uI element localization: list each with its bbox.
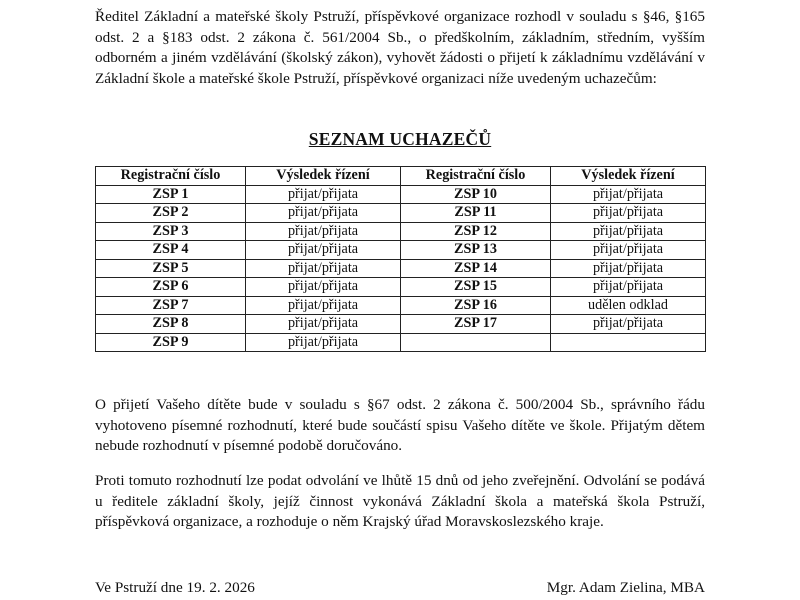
result: přijat/přijata: [246, 315, 401, 334]
table-row: [96, 259, 706, 278]
intro-paragraph: Ředitel Základní a mateřské školy Pstruží, příspěvkové organizace rozhodl v souladu s §46, §165 odst. 2 a §183 odst. 2 zákona č. 561/2004 Sb., o předškolním, základním, středním, vyšším odborném a jiném vzdělávání (školský zákon), vyhovět žádosti o přijetí k základnímu vzdělávání v Základní škole a mateřské škole Pstruží, příspěvkové organizaci níže uvedeným uchazečům:: [95, 8, 705, 87]
result: přijat/přijata: [551, 241, 706, 260]
registration-number: ZSP 13: [401, 241, 551, 260]
result: udělen odklad: [551, 296, 706, 315]
registration-number: ZSP 9: [96, 333, 246, 352]
result: přijat/přijata: [551, 222, 706, 241]
result: přijat/přijata: [551, 278, 706, 297]
registration-number: ZSP 14: [401, 259, 551, 278]
registration-number: ZSP 2: [96, 204, 246, 223]
table-header-row: [96, 167, 706, 186]
signature-name: Mgr. Adam Zielina, MBA: [546, 579, 705, 596]
table-row: [96, 241, 706, 260]
table-row: [96, 315, 706, 334]
registration-number: ZSP 5: [96, 259, 246, 278]
registration-number: ZSP 6: [96, 278, 246, 297]
result: přijat/přijata: [246, 278, 401, 297]
registration-number: ZSP 16: [401, 296, 551, 315]
result: přijat/přijata: [246, 204, 401, 223]
result: přijat/přijata: [246, 333, 401, 352]
registration-number: ZSP 11: [401, 204, 551, 223]
result: přijat/přijata: [551, 259, 706, 278]
appeal-paragraph: Proti tomuto rozhodnutí lze podat odvolání ve lhůtě 15 dnů od jeho zveřejnění. Odvolání se podává u ředitele základní školy, jejíž činnost vykonává Základní škola a mateřská škola Pstruží, příspěvková organizace, a rozhoduje o něm Krajský úřad Moravskoslezského kraje.: [95, 472, 705, 530]
table-row: [96, 333, 706, 352]
registration-number: ZSP 4: [96, 241, 246, 260]
registration-number: ZSP 3: [96, 222, 246, 241]
registration-number: ZSP 15: [401, 278, 551, 297]
result: přijat/přijata: [551, 185, 706, 204]
header-result: Výsledek řízení: [246, 167, 401, 186]
header-result: Výsledek řízení: [551, 167, 706, 186]
result: přijat/přijata: [551, 204, 706, 223]
table-row: [96, 204, 706, 223]
registration-number: ZSP 10: [401, 185, 551, 204]
header-registration-number: Registrační číslo: [96, 167, 246, 186]
result: přijat/přijata: [246, 259, 401, 278]
registration-number: ZSP 1: [96, 185, 246, 204]
registration-number: ZSP 8: [96, 315, 246, 334]
adoption-paragraph: O přijetí Vašeho dítěte bude v souladu s §67 odst. 2 zákona č. 500/2004 Sb., správního řádu vyhotoveno písemné rozhodnutí, které bude součástí spisu Vašeho dítěte ve škole. Přijatým dětem nebude rozhodnutí v písemné podobě doručováno.: [95, 396, 705, 454]
table-row: [96, 296, 706, 315]
list-title: SEZNAM UCHAZEČŮ: [308, 129, 492, 149]
header-registration-number: Registrační číslo: [401, 167, 551, 186]
result: [551, 333, 706, 352]
table-row: [96, 185, 706, 204]
result: přijat/přijata: [246, 185, 401, 204]
table-row: [96, 278, 706, 297]
registration-number: ZSP 7: [96, 296, 246, 315]
table-row: [96, 222, 706, 241]
document-page: [95, 0, 705, 600]
registration-number: [401, 333, 551, 352]
registration-number: ZSP 12: [401, 222, 551, 241]
result: přijat/přijata: [246, 296, 401, 315]
result: přijat/přijata: [246, 241, 401, 260]
place-and-date: Ve Pstruží dne 19. 2. 2026: [95, 579, 255, 596]
result: přijat/přijata: [551, 315, 706, 334]
result: přijat/přijata: [246, 222, 401, 241]
candidates-table: [95, 166, 706, 352]
registration-number: ZSP 17: [401, 315, 551, 334]
